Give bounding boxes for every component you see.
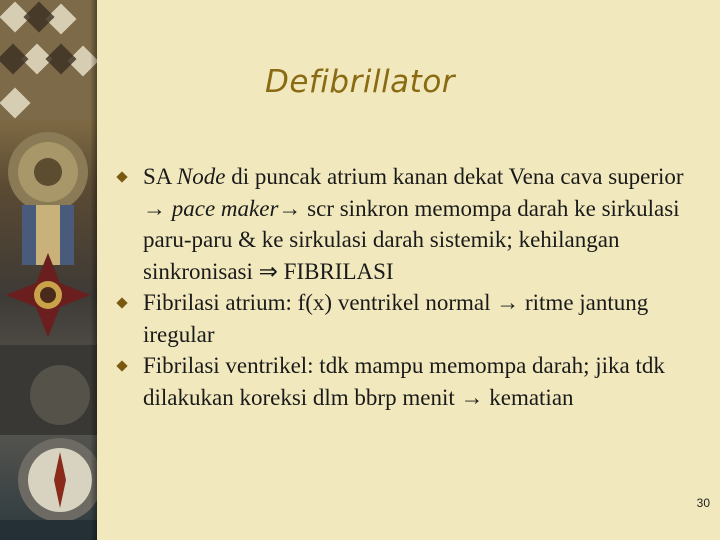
diamond-bullet-icon	[116, 171, 127, 182]
page-number: 30	[696, 496, 710, 510]
right-arrow-icon: →	[278, 195, 302, 221]
double-right-arrow-icon: ⇒	[258, 258, 278, 284]
bullet-list	[143, 161, 703, 413]
diamond-bullet-icon	[116, 297, 127, 308]
bullet-text: Fibrilasi atrium: f(x) ventrikel normal → ritme jantung iregular	[143, 290, 649, 347]
slide-title: Defibrillator	[264, 64, 456, 100]
bullet-item	[143, 161, 703, 287]
right-arrow-icon: →	[496, 290, 520, 315]
bullet-item	[143, 287, 703, 350]
diamond-bullet-icon	[116, 360, 127, 371]
right-arrow-icon: →	[143, 195, 166, 221]
bullet-text: SA Node di puncak atrium kanan dekat Vena cava superior → pace maker→ scr sinkron memompa darah ke sirkulasi paru-paru & ke sirkulasi darah sistemik; kehilangan sinkronisasi ⇒ FIBRILASI	[143, 164, 684, 284]
right-arrow-icon: →	[460, 384, 484, 410]
bullet-text: Fibrilasi ventrikel: tdk mampu memompa darah; jika tdk dilakukan koreksi dlm bbrp menit → kematian	[143, 353, 665, 410]
bullet-item	[143, 350, 703, 413]
